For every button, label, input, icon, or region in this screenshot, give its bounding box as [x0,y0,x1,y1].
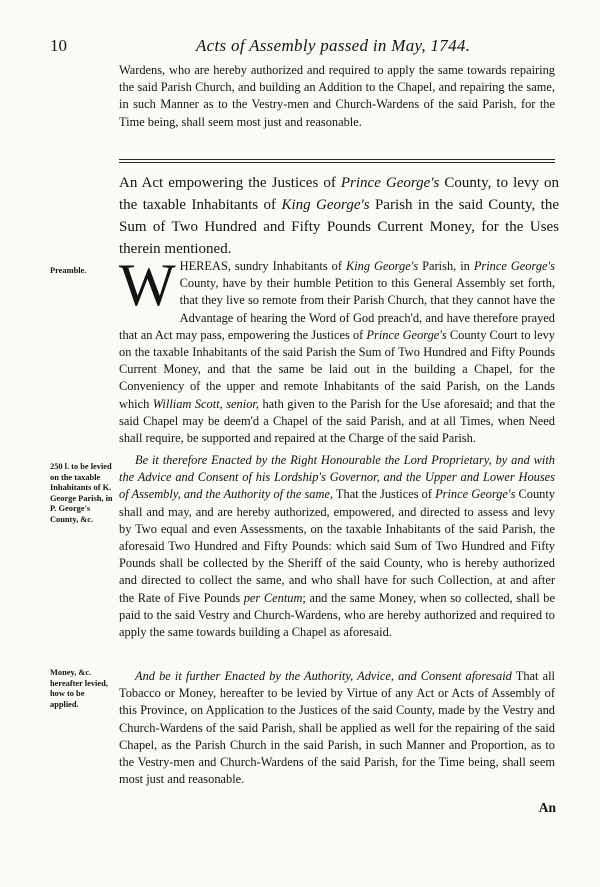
page-number: 10 [50,36,67,55]
carry-over-paragraph: Wardens, who are hereby authorized and required to apply the same towards repairing the said Parish Church, and building an Addition to the Chapel, and repairing the same, in such Manner as to the Vestry-men and Church-Wardens of the said Parish, for the Time being, shall seem most just and reasonable. [119,63,555,129]
drop-cap: W [119,252,176,318]
margin-note-preamble: Preamble. [50,266,87,275]
act-title: An Act empowering the Justices of Prince George's County, to levy on the taxable Inhabitants of King George's Parish in the said County, the Sum of Two Hundred and Fifty Pounds Current Money, for the Uses therein mentioned. [119,175,559,257]
margin-note-levy: 250 l. to be levied on the taxable Inhabitants of K. George Parish, in P. George's County, &c. [50,462,113,524]
section-divider [119,159,555,160]
running-title: Acts of Assembly passed in May, 1744. [196,36,471,55]
margin-note-money: Money, &c. hereafter levied, how to be applied. [50,668,108,709]
preamble-paragraph: WHEREAS, sundry Inhabitants of King George's Parish, in Prince George's County, have by their humble Petition to this General Assembly set forth, that they live so remote from their Parish Church, that they cannot have the Advantage of hearing the Word of God preach'd, and have therefore prayed that an Act may pass, empowering the Justices of Prince George's County Court to levy on the taxable Inhabitants of the said Parish the Sum of Two Hundred and Fifty Pounds Current Money, and that the same be laid out in the building a Chapel, for the Conveniency of the upper and remote Inhabitants of the said Parish, on the Lands which William Scott, senior, hath given to the Parish for the Use aforesaid; and that the said Chapel may be deem'd a Chapel of the said Parish, and at all Times, when Need shall require, be supported and repaired at the Charge of the said Parish. [119,252,555,446]
page-header [50,36,560,58]
enacting-paragraph: Be it therefore Enacted by the Right Honourable the Lord Proprietary, by and with the Advice and Consent of his Lordship's Governor, and the Upper and Lower Houses of Assembly, and the Authority of the same, That the Justices of Prince George's County shall and may, and are hereby authorized, empowered, and directed to assess and levy by Two equal and even Assessments, on the taxable Inhabitants of the said Parish, the aforesaid Two Hundred and Fifty Pounds: which said Sum of Two Hundred and Fifty Pounds shall be collected by the Sheriff of the said County, who is hereby authorized and directed to collect the same, and who shall have for such Collection, at and after the Rate of Five Pounds per Centum; and the same Money, when so collected, shall be paid to the said Vestry and Church-Wardens, who are hereby authorized and required to apply the same towards building a Chapel as aforesaid. [119,453,556,640]
section-divider-secondary [119,162,555,163]
further-enacting-paragraph: And be it further Enacted by the Authority, Advice, and Consent aforesaid That all Tobacco or Money, hereafter to be levied by Virtue of any Act or Acts of Assembly of this Province, on Application to the Justices of the said County, made by the Vestry and Church-Wardens of the said Parish, shall be applied as well for the repairing of the said Chapel, as the Parish Church in the said Parish, in such Manner and Proportion, as to the Vestry-men and Church-Wardens of the said Parish, for the Time being, shall seem most just and reasonable. [119,669,555,787]
catchword: An [538,800,556,815]
